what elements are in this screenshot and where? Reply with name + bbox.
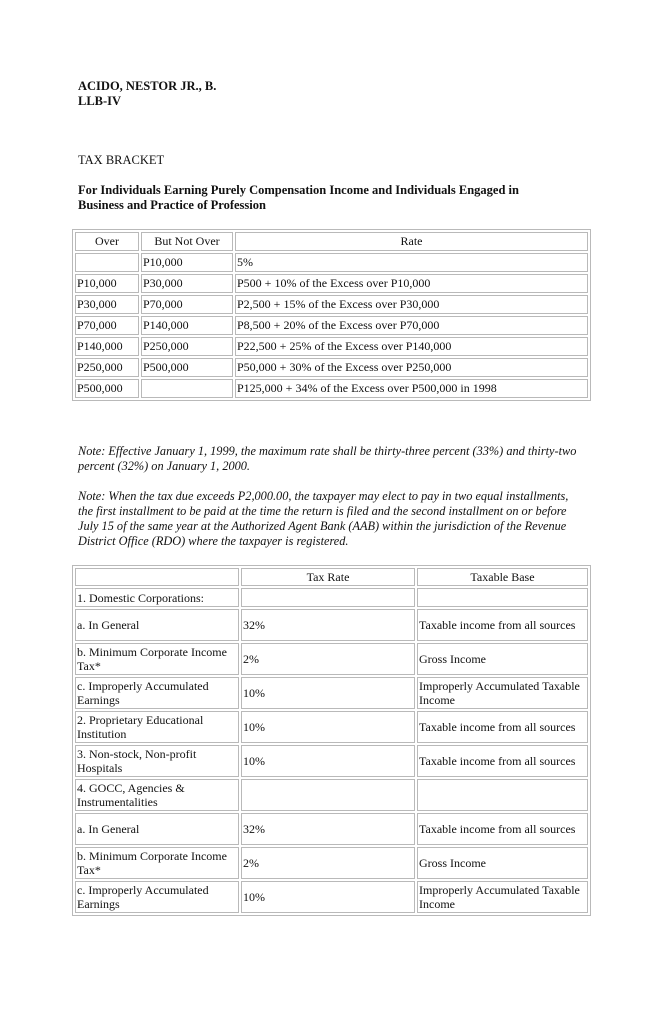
section-heading: For Individuals Earning Purely Compensation Income and Individuals Engaged in Business and Practice of Profession — [78, 183, 519, 212]
cell-rate: P2,500 + 15% of the Excess over P30,000 — [235, 295, 588, 314]
tax-bracket-table — [72, 229, 591, 401]
cell-over: P30,000 — [75, 295, 139, 314]
tax-bracket-title: TAX BRACKET — [78, 153, 165, 167]
table-row — [75, 274, 588, 293]
table-row — [75, 711, 588, 743]
cell-taxable-base: Gross Income — [417, 847, 588, 879]
cell-over: P250,000 — [75, 358, 139, 377]
cell-taxable-base — [417, 779, 588, 811]
cell-category: c. Improperly Accumulated Earnings — [75, 881, 239, 913]
cell-category: c. Improperly Accumulated Earnings — [75, 677, 239, 709]
cell-rate: 5% — [235, 253, 588, 272]
cell-taxable-base: Gross Income — [417, 643, 588, 675]
table-row — [75, 358, 588, 377]
cell-tax-rate: 2% — [241, 847, 415, 879]
header-but-not-over: But Not Over — [141, 232, 233, 251]
header-category — [75, 568, 239, 586]
table-row — [75, 813, 588, 845]
cell-tax-rate: 32% — [241, 609, 415, 641]
table-row — [75, 295, 588, 314]
cell-category: 1. Domestic Corporations: — [75, 588, 239, 607]
cell-but-not-over — [141, 379, 233, 398]
cell-tax-rate: 10% — [241, 881, 415, 913]
cell-category: a. In General — [75, 813, 239, 845]
table-row — [75, 847, 588, 879]
cell-taxable-base: Taxable income from all sources — [417, 711, 588, 743]
table-row — [75, 643, 588, 675]
cell-tax-rate: 10% — [241, 711, 415, 743]
cell-taxable-base: Taxable income from all sources — [417, 745, 588, 777]
cell-category: 3. Non-stock, Non-profit Hospitals — [75, 745, 239, 777]
note-installments: Note: When the tax due exceeds P2,000.00, the taxpayer may elect to pay in two equal installments, the first installment to be paid at the time the return is filed and the second installment on or before July 15 of the same year at the Authorized Agent Bank (AAB) within the jurisdiction of the Revenue District Office (RDO) where the taxpayer is registered. — [78, 489, 569, 548]
cell-category: 4. GOCC, Agencies & Instrumentalities — [75, 779, 239, 811]
cell-category: 2. Proprietary Educational Institution — [75, 711, 239, 743]
header-tax-rate: Tax Rate — [241, 568, 415, 586]
cell-category: b. Minimum Corporate Income Tax* — [75, 643, 239, 675]
cell-rate: P8,500 + 20% of the Excess over P70,000 — [235, 316, 588, 335]
cell-tax-rate: 2% — [241, 643, 415, 675]
table-row — [75, 316, 588, 335]
cell-rate: P125,000 + 34% of the Excess over P500,000 in 1998 — [235, 379, 588, 398]
cell-rate: P22,500 + 25% of the Excess over P140,000 — [235, 337, 588, 356]
header-taxable-base: Taxable Base — [417, 568, 588, 586]
table-row — [75, 745, 588, 777]
author-level: LLB-IV — [78, 94, 122, 108]
table-row — [75, 379, 588, 398]
cell-but-not-over: P250,000 — [141, 337, 233, 356]
cell-tax-rate — [241, 588, 415, 607]
header-rate: Rate — [235, 232, 588, 251]
cell-category: a. In General — [75, 609, 239, 641]
cell-but-not-over: P10,000 — [141, 253, 233, 272]
table-header-row — [75, 232, 588, 251]
table-row — [75, 337, 588, 356]
cell-taxable-base — [417, 588, 588, 607]
cell-but-not-over: P30,000 — [141, 274, 233, 293]
table-row — [75, 609, 588, 641]
author-name: ACIDO, NESTOR JR., B. — [78, 79, 217, 93]
table-row — [75, 253, 588, 272]
cell-taxable-base: Improperly Accumulated Taxable Income — [417, 881, 588, 913]
table-row — [75, 588, 588, 607]
cell-taxable-base: Taxable income from all sources — [417, 609, 588, 641]
table-header-row — [75, 568, 588, 586]
cell-rate: P50,000 + 30% of the Excess over P250,000 — [235, 358, 588, 377]
cell-over: P70,000 — [75, 316, 139, 335]
cell-but-not-over: P70,000 — [141, 295, 233, 314]
cell-over: P140,000 — [75, 337, 139, 356]
note-max-rate: Note: Effective January 1, 1999, the maximum rate shall be thirty-three percent (33%) and thirty-two percent (32%) on January 1, 2000. — [78, 444, 577, 473]
cell-but-not-over: P500,000 — [141, 358, 233, 377]
cell-tax-rate: 32% — [241, 813, 415, 845]
cell-over — [75, 253, 139, 272]
cell-tax-rate: 10% — [241, 677, 415, 709]
table-row — [75, 779, 588, 811]
cell-but-not-over: P140,000 — [141, 316, 233, 335]
cell-over: P500,000 — [75, 379, 139, 398]
cell-rate: P500 + 10% of the Excess over P10,000 — [235, 274, 588, 293]
cell-category: b. Minimum Corporate Income Tax* — [75, 847, 239, 879]
header-over: Over — [75, 232, 139, 251]
table-row — [75, 677, 588, 709]
author-block — [78, 79, 216, 109]
cell-over: P10,000 — [75, 274, 139, 293]
cell-tax-rate — [241, 779, 415, 811]
cell-taxable-base: Improperly Accumulated Taxable Income — [417, 677, 588, 709]
cell-tax-rate: 10% — [241, 745, 415, 777]
corporate-tax-table — [72, 565, 591, 916]
cell-taxable-base: Taxable income from all sources — [417, 813, 588, 845]
table-row — [75, 881, 588, 913]
